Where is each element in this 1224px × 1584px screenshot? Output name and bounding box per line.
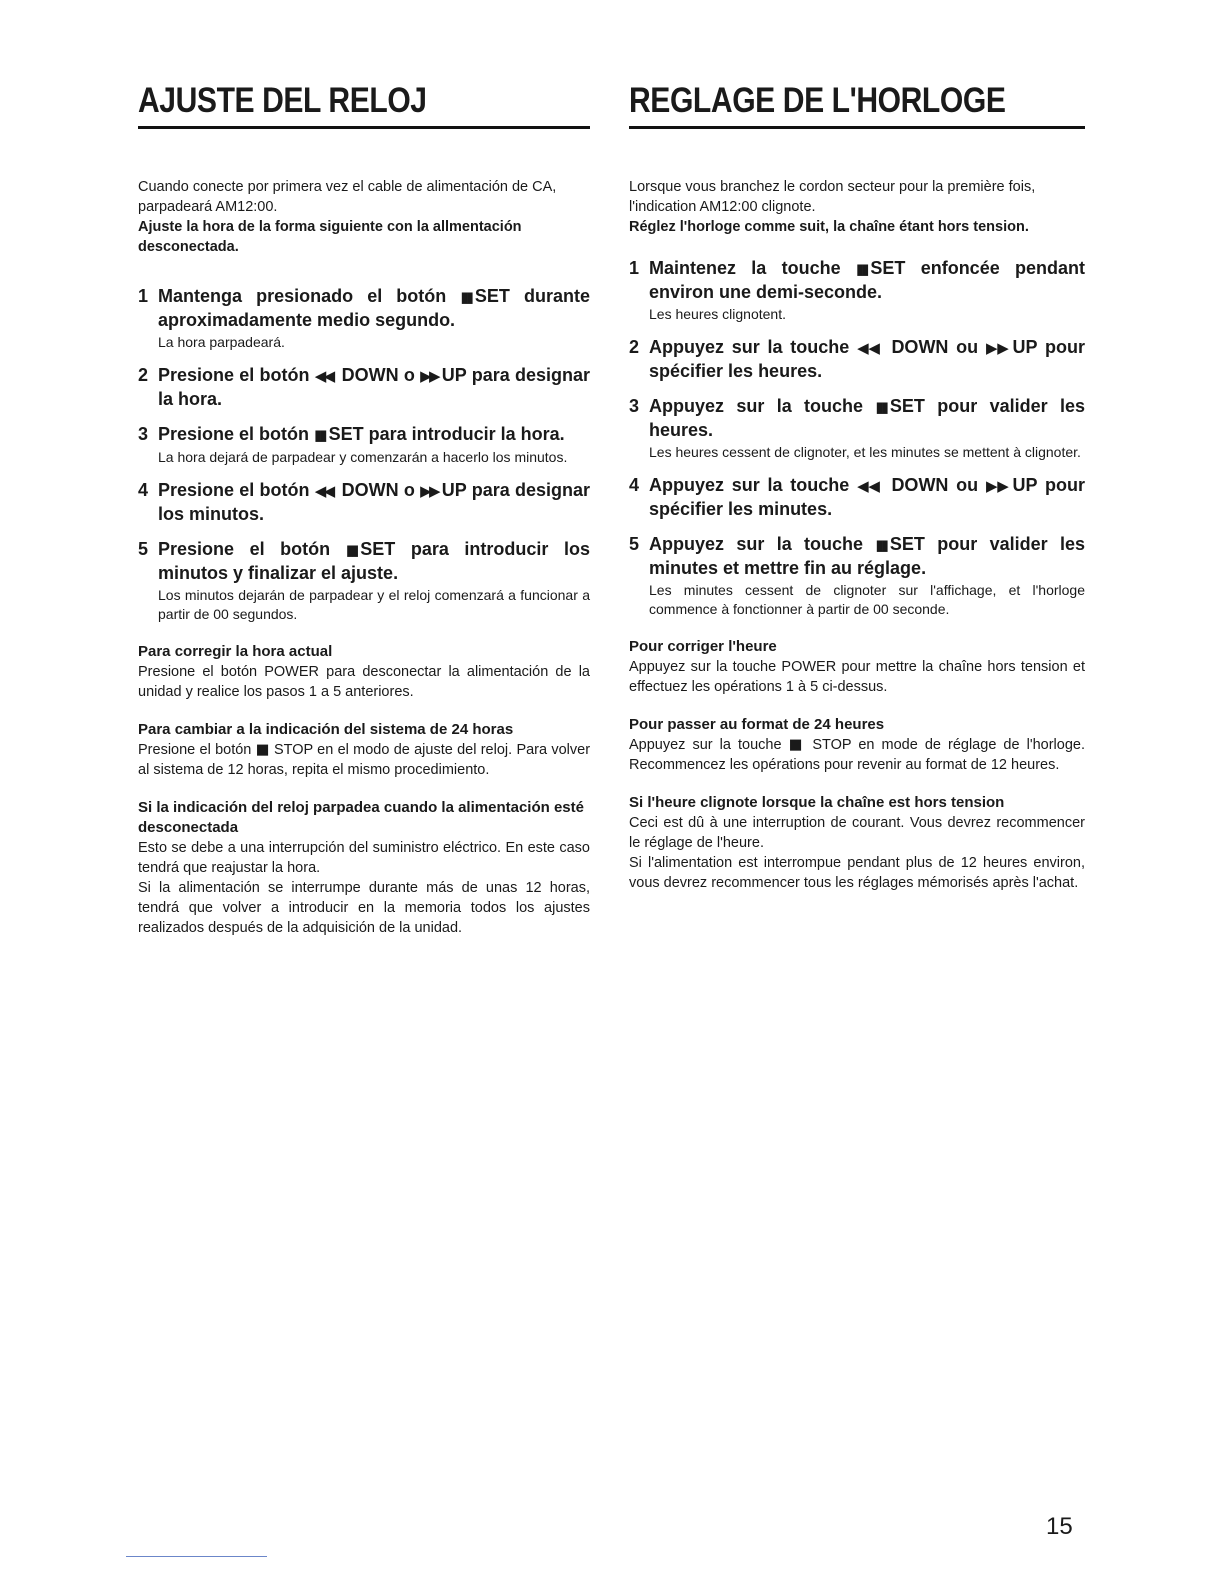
step-text: Presione el botón — [158, 480, 310, 500]
section-text — [138, 740, 590, 780]
section-blinking — [629, 793, 1085, 893]
rewind-icon: ◀◀ — [857, 339, 880, 357]
section-correct-time — [138, 642, 590, 702]
step-number: 5 — [629, 534, 640, 554]
step-title — [649, 336, 1085, 383]
stop-icon: ■ — [788, 737, 806, 753]
section-title: Si la indicación del reloj parpadea cuando la alimentación esté desconectada — [138, 799, 584, 836]
intro-fr — [629, 177, 1085, 237]
step-title — [158, 479, 590, 526]
step-note: La hora dejará de parpadear y comenzarán a hacerlo los minutos. — [158, 449, 568, 465]
step-text: DOWN o — [341, 365, 415, 385]
step-text: Appuyez sur la touche — [649, 337, 850, 357]
step-text: SET para introducir la hora. — [328, 424, 565, 444]
step-text: SET pour valider les heures. — [649, 396, 1085, 440]
intro-text: Lorsque vous branchez le cordon secteur pour la première fois, l'indication AM12:00 clignote. — [629, 179, 1036, 215]
step-text: Presione el botón — [158, 539, 331, 559]
section-correct-time — [629, 637, 1085, 697]
steps-list-fr — [629, 257, 1085, 619]
stop-icon: ■ — [255, 742, 270, 758]
page-heading-es: AJUSTE DEL RELOJ — [138, 81, 427, 120]
heading-rule — [629, 80, 1085, 129]
section-text: Si l'alimentation est interrompue pendant plus de 12 heures environ, vous devrez recommencer tous les réglages mémorisés après l'achat. — [629, 855, 1085, 891]
step-title — [158, 285, 590, 332]
step-text: Appuyez sur la touche — [649, 396, 864, 416]
section-text-part: Appuyez sur la touche — [629, 737, 782, 753]
step-text: UP pour spécifier les heures. — [649, 337, 1085, 381]
steps-list-es — [138, 285, 590, 624]
step-number: 1 — [138, 286, 149, 306]
step-text: DOWN ou — [891, 337, 979, 357]
footer-rule — [126, 1556, 267, 1557]
page-number: 15 — [1046, 1513, 1073, 1540]
section-text — [629, 735, 1085, 775]
section-text: Si la alimentación se interrumpe durante más de unas 12 horas, tendrá que volver a introducir en la memoria todos los ajustes realizados después de la adquisición de la unidad. — [138, 880, 590, 936]
section-text: Esto se debe a una interrupción del suministro eléctrico. En este caso tendrá que reajustar la hora. — [138, 840, 590, 876]
section-text: Appuyez sur la touche POWER pour mettre la chaîne hors tension et effectuez les opérations 1 à 5 ci-dessus. — [629, 659, 1085, 695]
rewind-icon: ◀◀ — [314, 367, 333, 385]
step-5 — [629, 533, 1085, 619]
step-title — [649, 474, 1085, 521]
fast-forward-icon: ▶▶ — [985, 477, 1009, 495]
french-column — [629, 80, 1085, 893]
step-number: 3 — [138, 424, 149, 444]
step-text: Presione el botón — [158, 424, 310, 444]
pause-icon: ▮▮ — [875, 536, 886, 554]
step-text: DOWN ou — [891, 475, 979, 495]
step-text: SET pour valider les minutes et mettre fin au réglage. — [649, 534, 1085, 578]
step-text: SET durante aproximadamente medio segundo. — [158, 286, 590, 330]
step-note: La hora parpadeará. — [158, 334, 285, 350]
step-title — [158, 364, 590, 411]
step-title — [649, 257, 1085, 304]
section-text-part: Presione el botón — [138, 742, 252, 758]
step-text: Maintenez la touche — [649, 258, 841, 278]
step-note: Les heures clignotent. — [649, 306, 786, 322]
step-1 — [629, 257, 1085, 324]
step-number: 2 — [138, 365, 149, 385]
step-note: Les heures cessent de clignoter, et les minutes se mettent à clignoter. — [649, 444, 1081, 460]
step-text: UP para designar los minutos. — [158, 480, 590, 524]
fast-forward-icon: ▶▶ — [985, 339, 1009, 357]
step-5 — [138, 538, 590, 624]
step-title — [158, 423, 590, 447]
intro-es — [138, 177, 590, 257]
step-2 — [629, 336, 1085, 383]
pause-icon: ▮▮ — [875, 398, 886, 416]
step-3 — [629, 395, 1085, 462]
step-text: Appuyez sur la touche — [649, 475, 850, 495]
section-24h — [629, 715, 1085, 775]
spanish-column — [138, 80, 590, 938]
fast-forward-icon: ▶▶ — [420, 367, 438, 385]
section-title: Para cambiar a la indicación del sistema de 24 horas — [138, 721, 514, 738]
pause-icon: ▮▮ — [314, 426, 325, 444]
step-text: SET para introducir los minutos y finalizar el ajuste. — [158, 539, 590, 583]
intro-text: Cuando conecte por primera vez el cable de alimentación de CA, parpadeará AM12:00. — [138, 179, 557, 215]
step-note: Los minutos dejarán de parpadear y el reloj comenzará a funcionar a partir de 00 segundos. — [158, 587, 590, 622]
section-title: Para corregir la hora actual — [138, 643, 333, 660]
step-note: Les minutes cessent de clignoter sur l'affichage, et l'horloge commence à fonctionner à partir de 00 seconde. — [649, 582, 1085, 617]
step-text: SET enfoncée pendant environ une demi-seconde. — [649, 258, 1085, 302]
intro-bold-text: Ajuste la hora de la forma siguiente con la allmentación desconectada. — [138, 219, 522, 255]
step-text: Presione el botón — [158, 365, 310, 385]
pause-icon: ▮▮ — [345, 541, 357, 559]
intro-bold-text: Réglez l'horloge comme suit, la chaîne étant hors tension. — [629, 219, 1029, 235]
step-4 — [138, 479, 590, 526]
step-text: DOWN o — [341, 480, 415, 500]
section-text-part: STOP en mode de réglage de l'horloge. Recommencez les opérations pour revenir au format de 12 heures. — [629, 737, 1085, 773]
step-number: 2 — [629, 337, 640, 357]
step-text: UP pour spécifier les minutes. — [649, 475, 1085, 519]
section-text: Ceci est dû à une interruption de courant. Vous devrez recommencer le réglage de l'heure. — [629, 815, 1085, 851]
section-title: Pour corriger l'heure — [629, 638, 777, 655]
section-title: Si l'heure clignote lorsque la chaîne est hors tension — [629, 794, 1005, 811]
step-3 — [138, 423, 590, 467]
step-text: Appuyez sur la touche — [649, 534, 864, 554]
step-number: 4 — [629, 475, 640, 495]
rewind-icon: ◀◀ — [314, 482, 333, 500]
page-heading-fr: REGLAGE DE L'HORLOGE — [629, 81, 1006, 120]
section-title: Pour passer au format de 24 heures — [629, 716, 885, 733]
step-4 — [629, 474, 1085, 521]
pause-icon: ▮▮ — [460, 288, 471, 306]
section-text-part: STOP en el modo de ajuste del reloj. Para volver al sistema de 12 horas, repita el mismo procedimiento. — [138, 742, 591, 778]
step-title — [158, 538, 590, 585]
step-number: 1 — [629, 258, 640, 278]
section-blinking — [138, 798, 590, 938]
step-number: 4 — [138, 480, 149, 500]
section-24h — [138, 720, 590, 780]
rewind-icon: ◀◀ — [857, 477, 880, 495]
section-text: Presione el botón POWER para desconectar la alimentación de la unidad y realice los pasos 1 a 5 anteriores. — [138, 664, 590, 700]
fast-forward-icon: ▶▶ — [420, 482, 438, 500]
step-text: UP para designar la hora. — [158, 365, 590, 409]
step-title — [649, 395, 1085, 442]
step-2 — [138, 364, 590, 411]
step-title — [649, 533, 1085, 580]
step-text: Mantenga presionado el botón — [158, 286, 447, 306]
pause-icon: ▮▮ — [855, 260, 867, 278]
step-number: 3 — [629, 396, 640, 416]
step-1 — [138, 285, 590, 352]
step-number: 5 — [138, 539, 149, 559]
heading-rule — [138, 80, 590, 129]
